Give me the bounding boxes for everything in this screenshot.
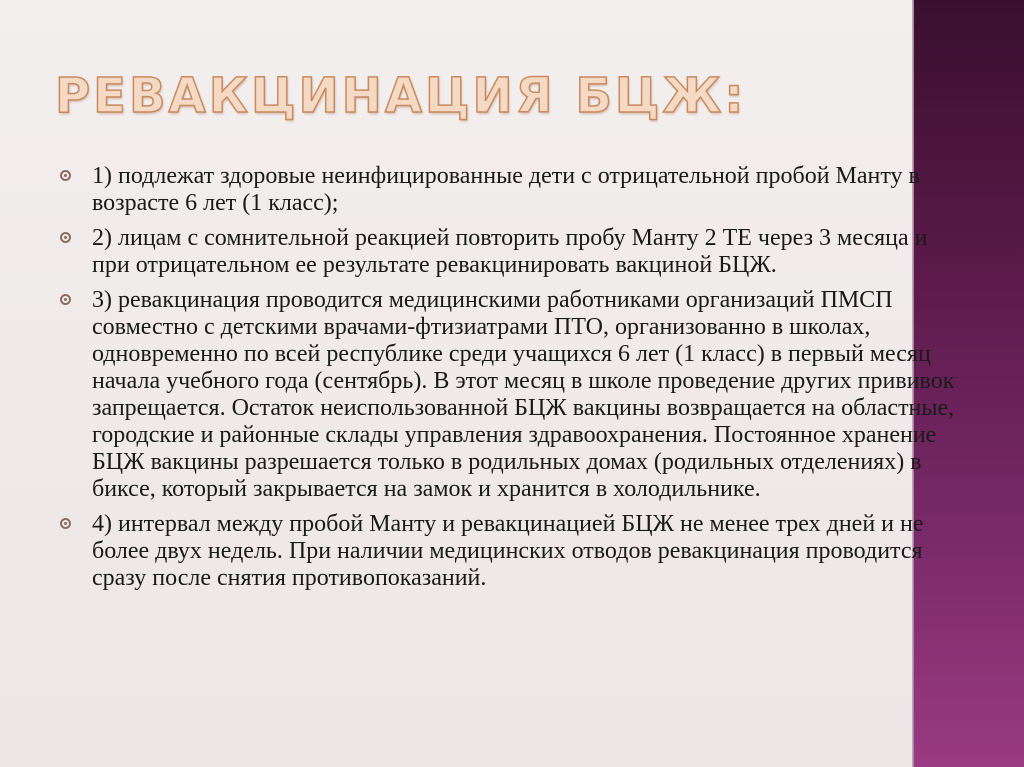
bullet-text: 2) лицам с сомнительной реакцией повторить пробу Манту 2 ТЕ через 3 месяца и при отрицательном ее результате ревакцинировать вакциной БЦЖ. (92, 225, 928, 278)
ring-bullet-icon (60, 170, 71, 181)
bullet-text: 1) подлежат здоровые неинфицированные дети с отрицательной пробой Манту в возрасте 6 лет (1 класс); (92, 163, 920, 216)
bullet-text: 3) ревакцинация проводится медицинскими работниками организаций ПМСП совместно с детскими врачами-фтизиатрами ПТО, организованно в школах, одновременно по всей республике среди учащихся 6 лет (1 класс) в первый месяц начала учебного года (сентябрь). В этот месяц в школе проведение других прививок запрещается. Остаток неиспользованной БЦЖ вакцины возвращается на областные, городские и районные склады управления здравоохранения. Постоянное хранение БЦЖ вакцины разрешается только в родильных домах (родильных отделениях) в биксе, который закрывается на замок и хранится в холодильнике. (92, 287, 955, 502)
slide-title: РЕВАКЦИНАЦИЯ БЦЖ: (55, 68, 747, 124)
bullet-list (60, 163, 965, 600)
bullet-item (60, 225, 965, 279)
bullet-item (60, 287, 965, 503)
bullet-text: 4) интервал между пробой Манту и ревакцинацией БЦЖ не менее трех дней и не более двух недель. При наличии медицинских отводов ревакцинация проводится сразу после снятия противопоказаний. (92, 511, 924, 591)
ring-bullet-icon (60, 518, 71, 529)
ring-bullet-icon (60, 232, 71, 243)
ring-bullet-icon (60, 294, 71, 305)
bullet-item (60, 163, 965, 217)
bullet-item (60, 511, 965, 592)
